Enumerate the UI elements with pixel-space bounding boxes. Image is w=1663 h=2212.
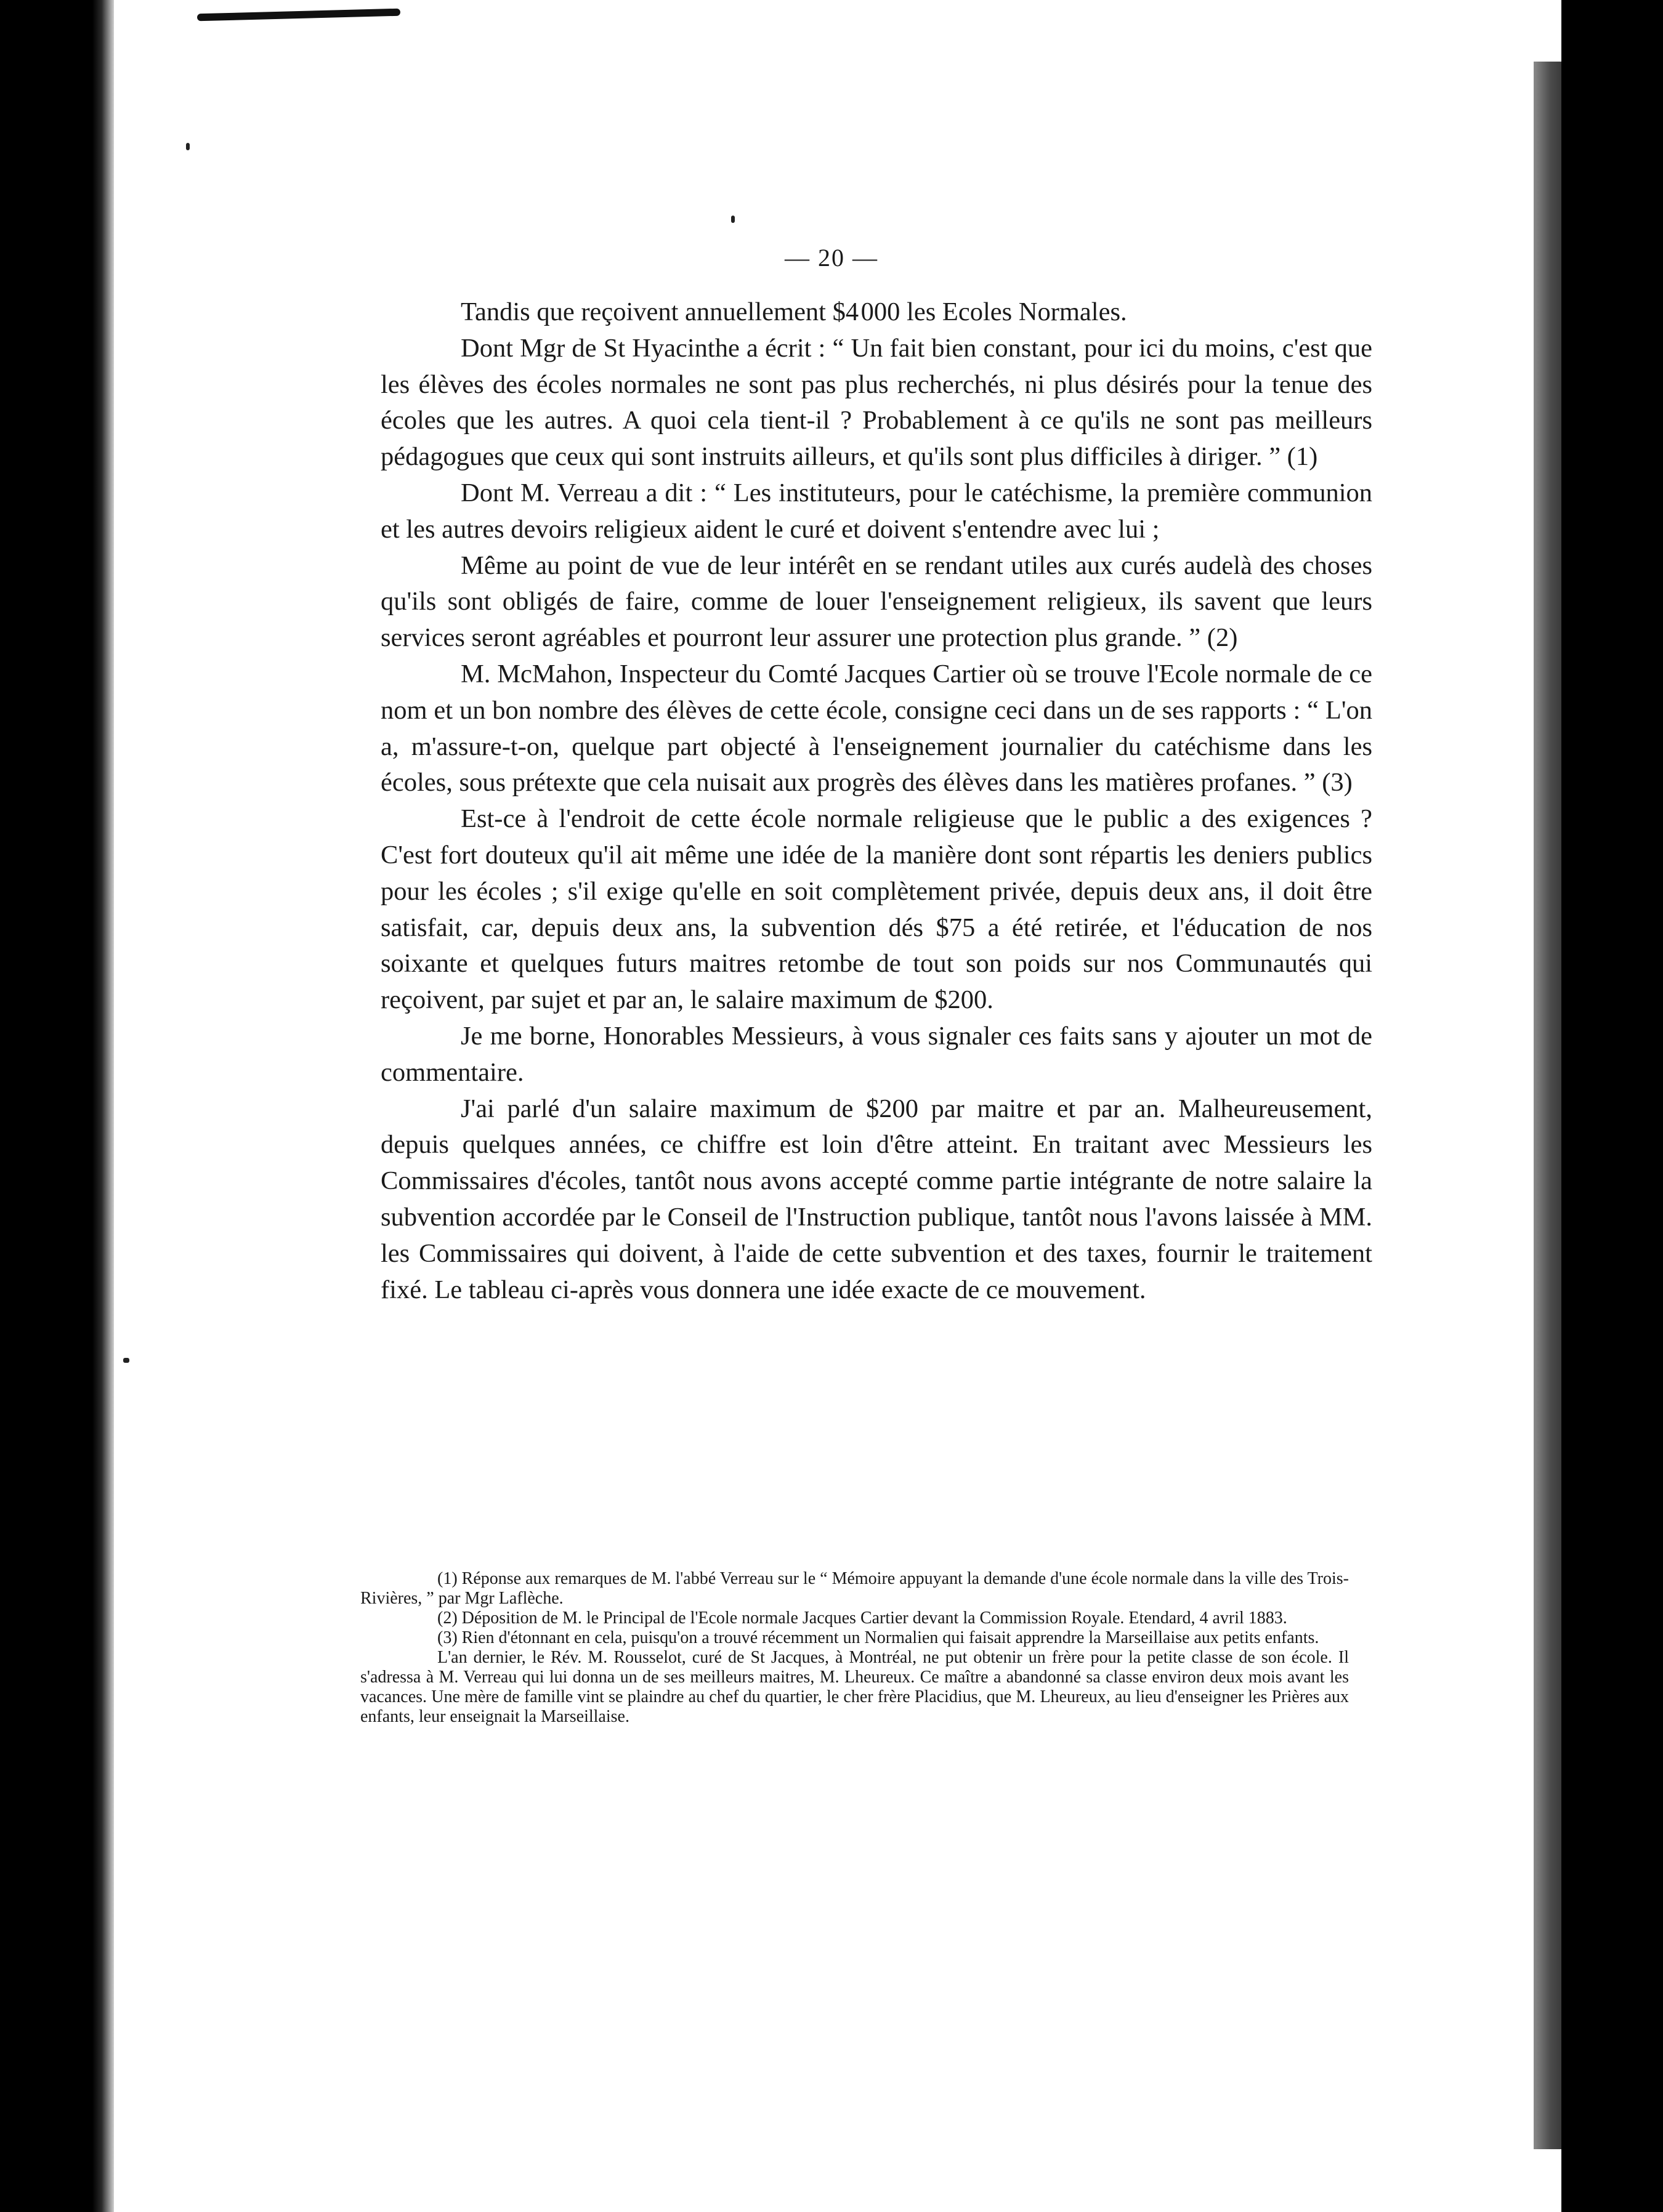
page-number: — 20 —	[785, 244, 878, 272]
paragraph: Est-ce à l'endroit de cette école normale religieuse que le public a des exigences ? C'est fort douteux qu'il ait même une idée de la manière dont sont répartis les deniers publics pour les écoles ; s'il exige qu'elle en soit complètement privée, depuis deux ans, il doit être satisfait, car, depuis deux ans, la subvention dés $75 a été retirée, et l'éducation de nos soixante et quelques futurs maitres retombe de tout son poids sur nos Communautés qui reçoivent, par sujet et par an, le salaire maximum de $200.	[381, 804, 1372, 1015]
scan-right-edge	[1561, 0, 1663, 2212]
paragraph: Dont M. Verreau a dit : “ Les instituteurs, pour le catéchisme, la première communion et les autres devoirs religieux aident le curé et doivent s'entendre avec lui ;	[381, 478, 1372, 544]
paragraph: J'ai parlé d'un salaire maximum de $200 par maitre et par an. Malheureusement, depuis quelques années, ce chiffre est loin d'être atteint. En traitant avec Messieurs les Commissaires d'écoles, tantôt nous avons accepté comme partie intégrante de notre salaire la subvention accordée par le Conseil de l'Instruction publique, tantôt nous l'avons laissée à MM. les Commissaires qui doivent, à l'aide de cette subvention et des taxes, fournir le traitement fixé. Le tableau ci-après vous donnera une idée exacte de ce mouvement.	[381, 1094, 1372, 1304]
footnote: (2) Déposition de M. le Principal de l'Ecole normale Jacques Cartier devant la Commission Royale. Etendard, 4 avril 1883.	[437, 1609, 1287, 1628]
footnote: L'an dernier, le Rév. M. Rousselot, curé de St Jacques, à Montréal, ne put obtenir un frère pour la petite classe de son école. Il s'adressa à M. Verreau qui lui donna un de ses meilleurs maitres, M. Lheureux. Ce maître a abandonné sa classe environ deux mois avant les vacances. Une mère de famille vint se plaindre au chef du quartier, le cher frère Placidius, que M. Lheureux, au lieu d'enseigner les Prières aux enfants, leur enseignait la Marseillaise.	[360, 1648, 1349, 1726]
paragraph: Tandis que reçoivent annuellement $4 000 les Ecoles Normales.	[461, 297, 1127, 326]
scan-speck	[186, 143, 190, 150]
scan-speck	[731, 216, 735, 223]
paragraph: Je me borne, Honorables Messieurs, à vous signaler ces faits sans y ajouter un mot de commentaire.	[381, 1021, 1372, 1087]
footnote: (3) Rien d'étonnant en cela, puisqu'on a trouvé récemment un Normalien qui faisait apprendre la Marseillaise aux petits enfants.	[437, 1628, 1319, 1647]
body-text	[381, 294, 1372, 1308]
scan-right-shadow	[1534, 62, 1561, 2149]
paragraph: M. McMahon, Inspecteur du Comté Jacques Cartier où se trouve l'Ecole normale de ce nom et un bon nombre des élèves de cette école, consigne ceci dans un de ses rapports : “ L'on a, m'assure-t-on, quelque part objecté à l'enseignement journalier du catéchisme dans les écoles, sous prétexte que cela nuisait aux progrès des élèves dans les matières profanes. ” (3)	[381, 659, 1372, 797]
scan-ink-mark	[197, 9, 400, 22]
footnote: (1) Réponse aux remarques de M. l'abbé Verreau sur le “ Mémoire appuyant la demande d'une école normale dans la ville des Trois-Rivières, ” par Mgr Laflèche.	[360, 1569, 1349, 1608]
footnotes	[360, 1569, 1349, 1727]
paragraph: Même au point de vue de leur intérêt en se rendant utiles aux curés audelà des choses qu'ils sont obligés de faire, comme de louer l'enseignement religieux, ils savent que leurs services seront agréables et pourront leur assurer une protection plus grande. ” (2)	[381, 551, 1372, 653]
scan-left-edge	[0, 0, 114, 2212]
scan-speck	[123, 1358, 129, 1363]
paragraph: Dont Mgr de St Hyacinthe a écrit : “ Un fait bien constant, pour ici du moins, c'est que les élèves des écoles normales ne sont pas plus recherchés, ni plus désirés pour la tenue des écoles que les autres. A quoi cela tient-il ? Probablement à ce qu'ils ne sont pas meilleurs pédagogues que ceux qui sont instruits ailleurs, et qu'ils sont plus difficiles à diriger. ” (1)	[381, 333, 1372, 472]
